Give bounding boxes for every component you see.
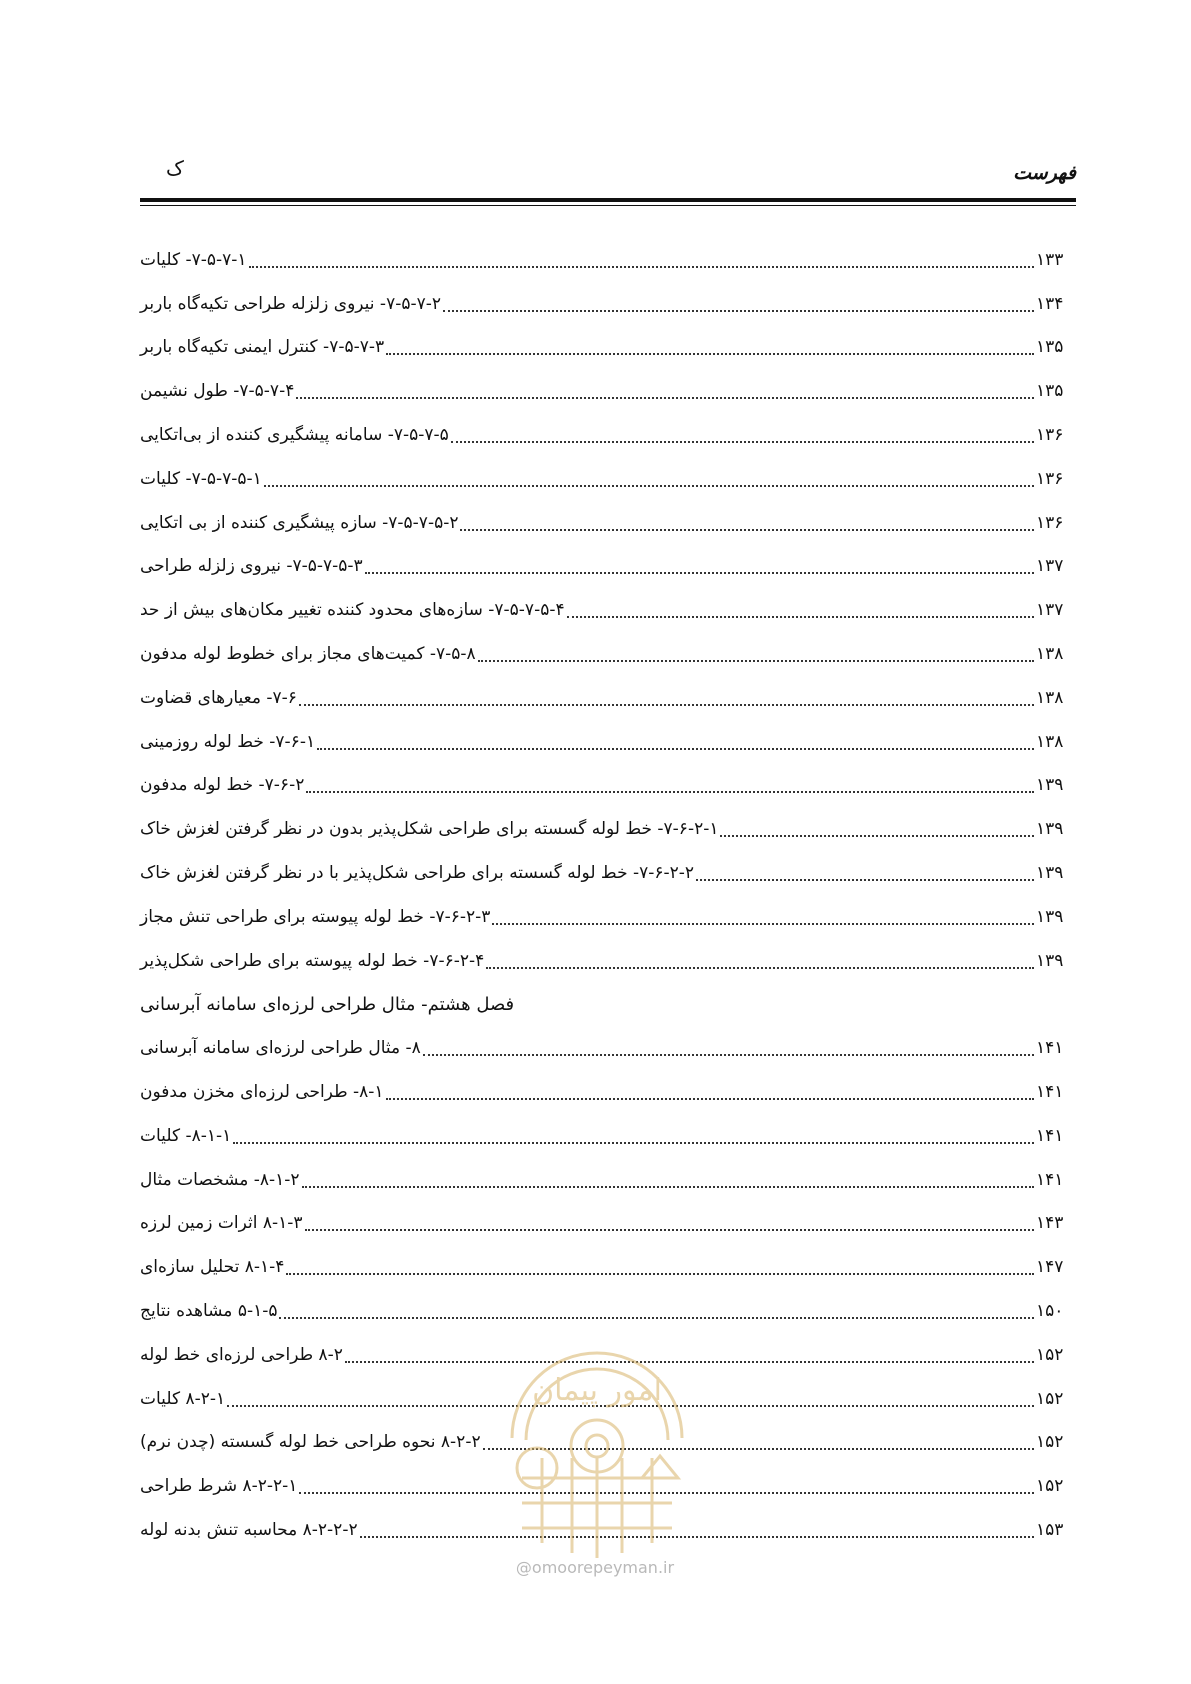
toc-entry-page: ۱۵۳ (1036, 1520, 1064, 1540)
toc-entry-title: ۸-۱-۴ تحلیل سازه‌ای (140, 1257, 285, 1278)
toc-entry (140, 588, 1076, 632)
toc-dot-leader (451, 419, 1034, 443)
toc-entry (140, 238, 1076, 282)
toc-entry-page: ۱۵۲ (1036, 1432, 1064, 1453)
toc-entry-title: ۷-۶-۲-۳- خط لوله پیوسته برای طراحی تنش مجاز (140, 906, 491, 927)
toc-entry-page: ۱۳۹ (1036, 906, 1064, 927)
toc-entry (140, 1026, 1076, 1070)
toc-entry (140, 501, 1076, 545)
toc-dot-leader (305, 1207, 1034, 1231)
toc-entry-title: ۷-۵-۷-۳- کنترل ایمنی تکیه‌گاه باربر (140, 337, 385, 358)
toc-dot-leader (720, 813, 1034, 837)
toc-entry-page: ۱۳۴ (1036, 293, 1064, 314)
toc-entry (140, 1158, 1076, 1202)
toc-entry-page: ۱۳۵ (1036, 381, 1064, 402)
toc-dot-leader (317, 726, 1034, 750)
toc-entry (140, 720, 1076, 764)
toc-entry-page: ۱۳۳ (1036, 249, 1064, 270)
page-header (140, 148, 1076, 188)
toc-entry-title: ۸-۱-۱- کلیات (140, 1125, 232, 1146)
toc-entry (140, 1114, 1076, 1158)
toc-entry-page: ۱۳۷ (1036, 556, 1064, 577)
toc-dot-leader (249, 244, 1034, 268)
toc-dot-leader (233, 1120, 1034, 1144)
toc-dot-leader (386, 1076, 1034, 1100)
toc-dot-leader (299, 682, 1034, 706)
toc-entry (140, 764, 1076, 808)
toc-dot-leader (486, 945, 1034, 969)
toc-entry-page: ۱۴۱ (1036, 1125, 1064, 1146)
toc-entry-page: ۱۳۹ (1036, 775, 1064, 796)
toc-entry-title: ۸-۲-۲-۲ محاسبه تنش بدنه لوله (140, 1520, 358, 1540)
toc-entry-title: ۸-۲ طراحی لرزه‌ای خط لوله (140, 1344, 343, 1365)
toc-entry (140, 1245, 1076, 1289)
toc-entry-title: ۵-۱-۵ مشاهده نتایج (140, 1301, 278, 1322)
toc-entry-page: ۱۴۱ (1036, 1169, 1064, 1190)
toc-entry-title: ۷-۵-۷-۴- طول نشیمن (140, 381, 295, 402)
toc-entry-title: ۸-۲-۲-۱ شرط طراحی (140, 1476, 298, 1497)
toc-entry (140, 632, 1076, 676)
toc-entry-page: ۱۴۳ (1036, 1213, 1064, 1234)
toc-entry-title: ۷-۵-۷-۵-۴- سازه‌های محدود کننده تغییر مکان‌های بیش از حد (140, 600, 565, 621)
toc-dot-leader (306, 769, 1034, 793)
toc-entry-title: ۷-۶-۱- خط لوله روزمینی (140, 731, 316, 752)
toc-entry-title: ۸-۲-۲ نحوه طراحی خط لوله گسسته (چدن نرم) (140, 1432, 481, 1453)
toc-entry (140, 1070, 1076, 1114)
header-rule-thick (140, 198, 1076, 202)
toc-entry (140, 1202, 1076, 1246)
toc-entry-title: ۸-۱- طراحی لرزه‌ای مخزن مدفون (140, 1082, 384, 1103)
toc-entry-page: ۱۳۹ (1036, 819, 1064, 840)
toc-entry-page: ۱۵۲ (1036, 1344, 1064, 1365)
toc-entry-title: ۷-۵-۷-۲- نیروی زلزله طراحی تکیه‌گاه باربر (140, 293, 441, 314)
toc-entry-page: ۱۴۷ (1036, 1257, 1064, 1278)
toc-entry (140, 1289, 1076, 1333)
toc-dot-leader (286, 1251, 1034, 1275)
toc-entry-page: ۱۳۹ (1036, 863, 1064, 884)
toc-entry-page: ۱۳۸ (1036, 644, 1064, 665)
toc-entry-title: ۷-۶-۲-۲- خط لوله گسسته برای طراحی شکل‌پذیر با در نظر گرفتن لغزش خاک (140, 863, 695, 884)
watermark-logo-text: امور پیمان (532, 1373, 662, 1408)
toc-entry-title: ۸- مثال طراحی لرزه‌ای سامانه آبرسانی (140, 1038, 421, 1059)
toc-entry-page: ۱۳۹ (1036, 950, 1064, 971)
toc-entry-title: ۷-۶- معیارهای قضاوت (140, 687, 297, 708)
toc-entry (140, 282, 1076, 326)
toc-dot-leader (460, 507, 1034, 531)
toc-entry-title: ۷-۵-۷-۵-۳- نیروی زلزله طراحی (140, 556, 363, 577)
toc-entry (140, 807, 1076, 851)
toc-entry-title: ۷-۵-۷-۵-۱- کلیات (140, 468, 262, 489)
toc-entry-page: ۱۳۸ (1036, 731, 1064, 752)
toc-dot-leader (302, 1164, 1034, 1188)
toc-entry-page: ۱۳۶ (1036, 425, 1064, 446)
toc-entry-title: ۷-۶-۲- خط لوله مدفون (140, 775, 305, 796)
toc-dot-leader (443, 288, 1034, 312)
toc-entry (140, 676, 1076, 720)
toc-entry (140, 851, 1076, 895)
toc-entry (140, 413, 1076, 457)
toc-dot-leader (492, 901, 1034, 925)
toc-entry (140, 939, 1076, 983)
header-title: فهرست (1013, 162, 1076, 184)
toc-entry-title: ۷-۵-۷-۵- سامانه پیشگیری کننده از بی‌اتکایی (140, 425, 449, 446)
toc-entry-page: ۱۴۱ (1036, 1082, 1064, 1103)
toc-entry (140, 545, 1076, 589)
toc-entry-page: ۱۳۷ (1036, 600, 1064, 621)
toc-dot-leader (567, 594, 1034, 618)
toc-entry-page: ۱۴۱ (1036, 1038, 1064, 1059)
toc-entry-title: ۷-۵-۷-۱- کلیات (140, 249, 247, 270)
toc-entry-title: ۸-۱-۳ اثرات زمین لرزه (140, 1213, 303, 1234)
toc-chapter-heading (140, 983, 1076, 1027)
toc-entry-page: ۱۵۲ (1036, 1388, 1064, 1409)
toc-entry-page: ۱۳۶ (1036, 468, 1064, 489)
watermark-logo (492, 1328, 702, 1568)
toc-entry-title: ۸-۲-۱ کلیات (140, 1388, 226, 1409)
toc-entry (140, 326, 1076, 370)
toc-dot-leader (386, 331, 1034, 355)
toc-entry-page: ۱۵۲ (1036, 1476, 1064, 1497)
at-icon: @ (515, 1558, 532, 1577)
toc-dot-leader (279, 1295, 1034, 1319)
toc-dot-leader (478, 638, 1034, 662)
toc-entry-page: ۱۵۰ (1036, 1301, 1064, 1322)
toc-entry-title: ۷-۶-۲-۱- خط لوله گسسته برای طراحی شکل‌پذیر بدون در نظر گرفتن لغزش خاک (140, 819, 719, 840)
toc-entry-title: فصل هشتم- مثال طراحی لرزه‌ای سامانه آبرسانی (140, 993, 515, 1015)
toc-entry-title: ۷-۵-۸- کمیت‌های مجاز برای خطوط لوله مدفون (140, 644, 476, 665)
toc-dot-leader (296, 375, 1034, 399)
toc-dot-leader (264, 463, 1034, 487)
toc-entry-page: ۱۳۶ (1036, 512, 1064, 533)
toc-entry-title: ۷-۶-۲-۴- خط لوله پیوسته برای طراحی شکل‌پذیر (140, 950, 485, 971)
watermark-site-text: @omoorepeyman.ir (515, 1558, 675, 1577)
toc-dot-leader (696, 857, 1034, 881)
toc-entry (140, 457, 1076, 501)
toc-dot-leader (423, 1032, 1034, 1056)
toc-entry-page: ۱۳۸ (1036, 687, 1064, 708)
toc-entry (140, 369, 1076, 413)
header-page-number: ک (166, 156, 184, 180)
toc-entry (140, 895, 1076, 939)
toc-entry-page: ۱۳۵ (1036, 337, 1064, 358)
toc-entry-title: ۸-۱-۲- مشخصات مثال (140, 1169, 300, 1190)
toc-entry-title: ۷-۵-۷-۵-۲- سازه پیشگیری کننده از بی اتکایی (140, 512, 459, 533)
toc-dot-leader (365, 550, 1034, 574)
header-rule-thin (140, 205, 1076, 206)
